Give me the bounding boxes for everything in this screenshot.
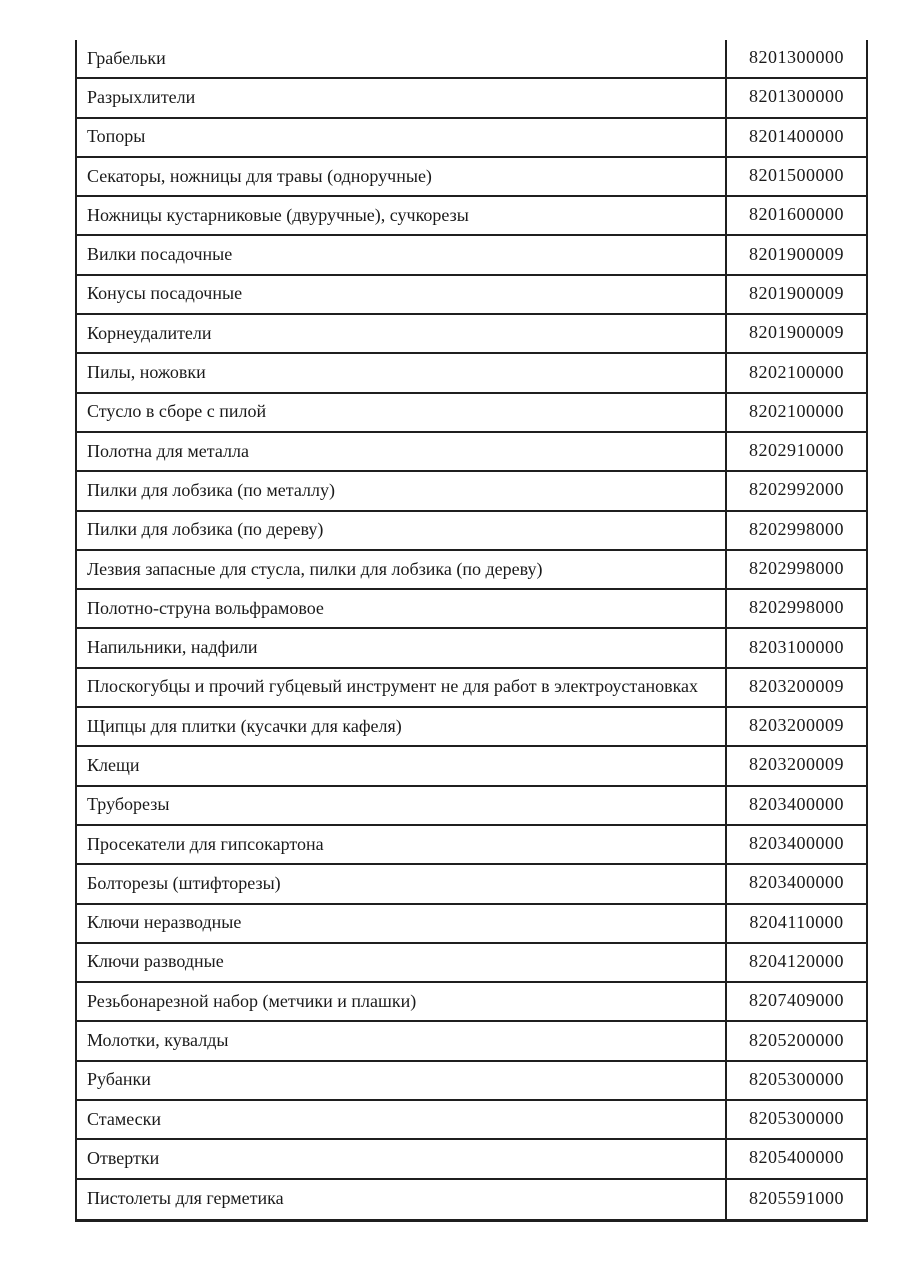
hs-code-cell: 8201300000 [749,86,844,107]
hs-code-cell: 8202998000 [749,597,844,618]
hs-code-cell: 8201400000 [749,125,844,146]
product-name-cell: Болторезы (штифторезы) [77,865,727,902]
hs-code-cell: 8204120000 [749,950,844,971]
table-row [77,158,866,197]
product-name-cell: Труборезы [77,787,727,824]
table-row [77,551,866,590]
hs-code-cell: 8201900009 [749,282,844,303]
product-name-cell: Щипцы для плитки (кусачки для кафеля) [77,708,727,745]
table-row [77,708,866,747]
table-row [77,747,866,786]
product-name-cell: Напильники, надфили [77,629,727,666]
hs-code-cell: 8203200009 [749,754,844,775]
table-row [77,394,866,433]
table-row [77,1062,866,1101]
product-name-cell: Ключи неразводные [77,905,727,942]
hs-code-cell: 8205591000 [749,1187,844,1208]
hs-code-cell: 8202998000 [749,518,844,539]
product-name-cell: Пилки для лобзика (по дереву) [77,512,727,549]
product-name-cell: Пистолеты для герметика [77,1180,727,1219]
hs-code-cell: 8203400000 [749,872,844,893]
hs-code-cell: 8203400000 [749,833,844,854]
hs-code-cell: 8207409000 [749,990,844,1011]
table-row [77,590,866,629]
table-row [77,40,866,79]
hs-code-cell: 8205400000 [749,1147,844,1168]
product-name-cell: Резьбонарезной набор (метчики и плашки) [77,983,727,1020]
hs-code-cell: 8203400000 [749,793,844,814]
product-name-cell: Пилки для лобзика (по металлу) [77,472,727,509]
table-row [77,79,866,118]
table-row [77,315,866,354]
product-name-cell: Просекатели для гипсокартона [77,826,727,863]
product-name-cell: Стусло в сборе с пилой [77,394,727,431]
product-name-cell: Рубанки [77,1062,727,1099]
table-row [77,629,866,668]
product-name-cell: Пилы, ножовки [77,354,727,391]
product-name-cell: Ножницы кустарниковые (двуручные), сучкорезы [77,197,727,234]
product-name-cell: Молотки, кувалды [77,1022,727,1059]
product-name-cell: Лезвия запасные для стусла, пилки для лобзика (по дереву) [77,551,727,588]
hs-code-cell: 8201300000 [749,47,844,68]
product-name-cell: Секаторы, ножницы для травы (одноручные) [77,158,727,195]
hs-code-cell: 8203100000 [749,636,844,657]
product-name-cell: Корнеудалители [77,315,727,352]
table-row [77,472,866,511]
product-name-cell: Разрыхлители [77,79,727,116]
product-name-cell: Ключи разводные [77,944,727,981]
hs-code-cell: 8205300000 [749,1068,844,1089]
table-row [77,983,866,1022]
table-row [77,865,866,904]
product-name-cell: Грабельки [77,40,727,77]
hs-code-cell: 8205300000 [749,1108,844,1129]
hs-code-cell: 8202910000 [749,440,844,461]
hs-codes-table [75,40,868,1222]
hs-code-cell: 8203200009 [749,715,844,736]
table-row [77,236,866,275]
table-row [77,1180,866,1219]
table-row [77,669,866,708]
table-row [77,944,866,983]
table-row [77,512,866,551]
table-row [77,826,866,865]
hs-code-cell: 8201900009 [749,243,844,264]
hs-code-cell: 8201600000 [749,204,844,225]
hs-code-cell: 8201500000 [749,165,844,186]
hs-code-cell: 8203200009 [749,675,844,696]
product-name-cell: Конусы посадочные [77,276,727,313]
hs-code-cell: 8202992000 [749,479,844,500]
table-row [77,433,866,472]
table-row [77,905,866,944]
hs-code-cell: 8204110000 [749,911,844,932]
product-name-cell: Вилки посадочные [77,236,727,273]
table-row [77,354,866,393]
product-name-cell: Отвертки [77,1140,727,1177]
table-row [77,1140,866,1179]
hs-code-cell: 8205200000 [749,1029,844,1050]
product-name-cell: Плоскогубцы и прочий губцевый инструмент не для работ в электроустановках [77,669,727,706]
hs-code-cell: 8202100000 [749,361,844,382]
product-name-cell: Полотно-струна вольфрамовое [77,590,727,627]
table-row [77,197,866,236]
hs-code-cell: 8202998000 [749,558,844,578]
product-name-cell: Стамески [77,1101,727,1138]
table-row [77,1101,866,1140]
hs-code-cell: 8202100000 [749,400,844,421]
product-name-cell: Топоры [77,119,727,156]
product-name-cell: Полотна для металла [77,433,727,470]
table-row [77,1022,866,1061]
hs-code-cell: 8201900009 [749,322,844,343]
table-row [77,276,866,315]
table-row [77,787,866,826]
table-row [77,119,866,158]
product-name-cell: Клещи [77,747,727,784]
